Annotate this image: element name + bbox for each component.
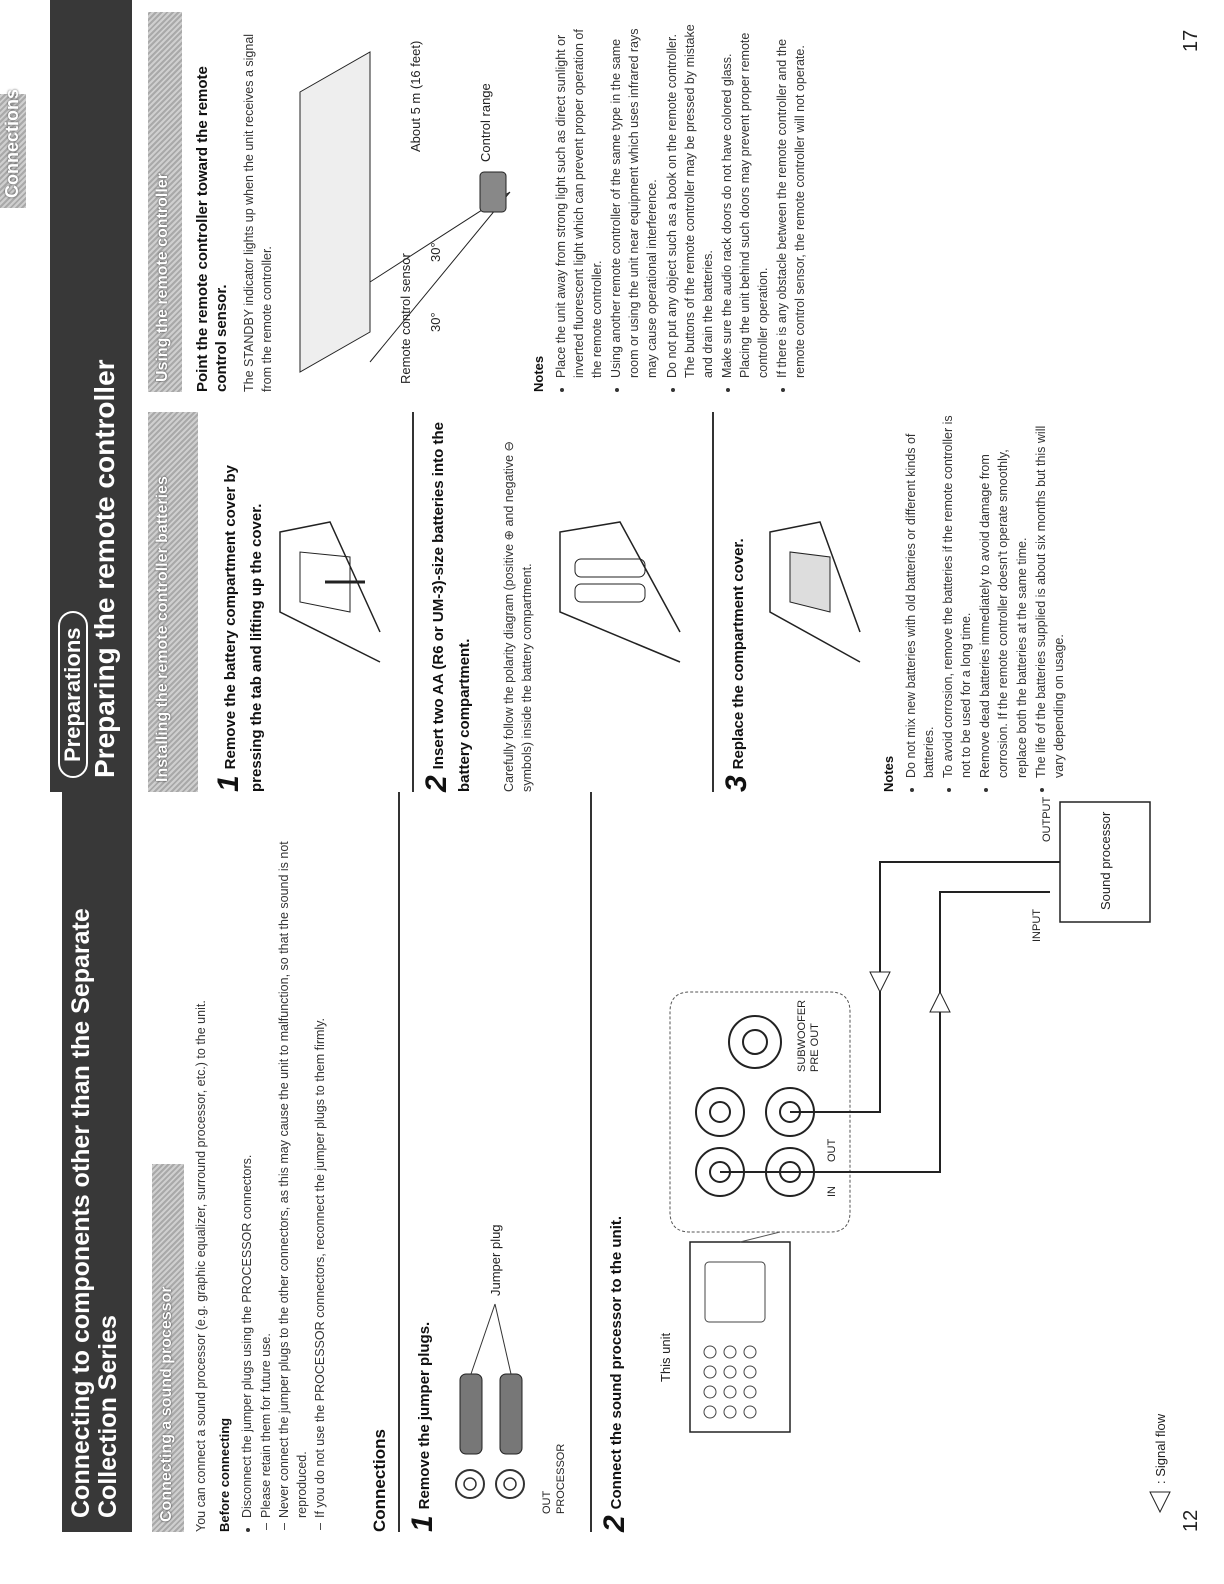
page-number: 17 (1180, 29, 1202, 52)
list-item: – If you do not use the PROCESSOR connectors, reconnect the jumper plugs to them firmly. (311, 812, 329, 1518)
step-2-detail: Carefully follow the polarity diagram (positive ⊕ and negative ⊖ symbols) inside the battery compartment. (502, 441, 535, 792)
list-item: • Do not mix new batteries with old batteries or different kinds of batteries. (902, 412, 938, 778)
leader-line (495, 1304, 511, 1374)
list-item: • If there is any obstacle between the remote controller and the remote control sensor, the remote controller will not operate. (773, 12, 809, 378)
signal-flow-icon (1150, 1492, 1170, 1512)
control-range-diagram (280, 12, 520, 392)
divider (412, 412, 414, 792)
list-item: • Remove dead batteries immediately to avoid damage from corrosion. If the remote controller doesn't operate smoothly, replace both the batteries at the same time. (976, 412, 1030, 778)
sensor-label: Remote control sensor (398, 253, 413, 384)
list-item: • The life of the batteries supplied is about six months but this will vary depending on usage. (1032, 412, 1068, 778)
page-title: Connecting to components other than the Separate Collection Series (62, 792, 132, 1532)
angle-2: 30° (428, 242, 443, 262)
before-connecting (216, 812, 329, 1532)
section-pill: Preparations (58, 612, 88, 779)
divider (712, 412, 714, 792)
cable-input (720, 892, 1050, 1172)
angle-1: 30° (428, 312, 443, 332)
notes-heading: Notes (531, 355, 546, 392)
unit-illustration (300, 52, 370, 372)
step-text: Remove the jumper plugs. (416, 1321, 433, 1510)
jumper-plug (500, 1374, 522, 1454)
connection-diagram (630, 792, 1190, 1532)
step-text: Remove the battery compartment cover by pressing the tab and lifting up the cover. (222, 465, 265, 792)
distance-label: About 5 m (16 feet) (408, 40, 423, 152)
processor-out-label-2: OUT (826, 1138, 838, 1162)
page-number: 12 (1180, 1509, 1202, 1532)
zoom-line (740, 1232, 780, 1242)
notes-batteries (880, 412, 1069, 792)
notes-remote (530, 12, 811, 392)
divider (398, 792, 400, 1532)
jack-circle (496, 1470, 524, 1498)
output-label: OUTPUT (1041, 796, 1053, 842)
range-label: Control range (478, 83, 493, 162)
list-item: • Do not put any object such as a book on the remote controller. The buttons of the remote controller may be pressed by mistake and drain the batteries. (663, 12, 717, 378)
page-title: Preparing the remote controller (88, 359, 120, 778)
subwoofer-label: SUBWOOFER (796, 999, 808, 1072)
list-item: – Never connect the jumper plugs to the other connectors, as this may cause the unit to malfunction, so that the sound is not reproduced. (275, 812, 311, 1518)
input-label: INPUT (1031, 909, 1043, 942)
step-number: 1 (406, 1515, 439, 1532)
processor-label: PROCESSOR (555, 1443, 567, 1514)
leader-line (471, 1304, 495, 1374)
remote-closed-illustration (760, 512, 870, 672)
step-2 (596, 972, 634, 1532)
step-3 (718, 422, 756, 792)
point-detail: The STANDBY indicator lights up when the unit receives a signal from the remote controller. (242, 33, 275, 392)
jumper-plug-illustration (440, 1164, 580, 1524)
notes-heading: Notes (881, 755, 896, 792)
list-item: • Place the unit away from strong light such as direct sunlight or inverted fluorescent light which can prevent proper operation of the remote controller. (552, 12, 606, 378)
section-header: Using the remote controller (148, 12, 182, 392)
connections-heading: Connections (370, 1429, 389, 1532)
list-item: – Please retain them for future use. (257, 812, 275, 1518)
list-item: • Make sure the audio rack doors do not have colored glass. Placing the unit behind such doors may prevent proper remote controller operation. (718, 12, 772, 378)
jack-circle (464, 1478, 476, 1490)
step-text: Replace the compartment cover. (730, 538, 747, 770)
jumper-plug (460, 1374, 482, 1454)
intro-text: You can connect a sound processor (e.g. graphic equalizer, surround processor, etc.) to the unit. (194, 1000, 208, 1532)
signal-flow-label: : Signal flow (1153, 1413, 1168, 1484)
signal-arrow (870, 972, 890, 992)
range-lines (370, 192, 510, 362)
step-number: 2 (420, 775, 453, 792)
battery-illustration (540, 512, 690, 672)
jumper-label: Jumper plug (488, 1224, 503, 1296)
step-text: Insert two AA (R6 or UM-3)-size batteries into the battery compartment. (430, 422, 473, 792)
signal-arrow (930, 992, 950, 1012)
list-item: • To avoid corrosion, remove the batteries if the remote controller is not to be used for a long time. (939, 412, 975, 778)
page-12 (0, 792, 1224, 1584)
step-1 (404, 1032, 442, 1532)
remote-open-illustration (270, 512, 390, 672)
step-2 (418, 422, 474, 792)
section-header: Installing the remote controller batteries (148, 412, 198, 792)
divider (590, 792, 592, 1532)
step-text: Connect the sound processor to the unit. (608, 1215, 625, 1510)
jack-circle (504, 1478, 516, 1490)
processor-in-label: IN (826, 1186, 838, 1197)
processor-out-label: OUT (541, 1490, 553, 1514)
page-title-block (50, 0, 132, 792)
list-item: • Using another remote controller of the same type in the same room or using the unit near equipment which uses infrared rays may cause operational interference. (607, 12, 661, 378)
tab-connections[interactable]: Connections (0, 94, 26, 208)
preout-label: PRE OUT (809, 1023, 821, 1072)
before-heading: Before connecting (217, 1417, 232, 1532)
jack-circle (456, 1470, 484, 1498)
this-unit-label: This unit (658, 1332, 673, 1382)
list-item: • Disconnect the jumper plugs using the PROCESSOR connectors. (238, 812, 256, 1518)
point-heading: Point the remote controller toward the remote control sensor. (194, 66, 230, 392)
remote-illustration (480, 172, 506, 212)
step-1 (210, 422, 266, 792)
section-header: Connecting a sound processor (152, 1164, 184, 1532)
sound-processor-label: Sound processor (1098, 811, 1113, 910)
step-number: 2 (598, 1515, 631, 1532)
step-number: 1 (212, 775, 245, 792)
cable-output (790, 862, 1060, 1112)
step-number: 3 (720, 775, 753, 792)
